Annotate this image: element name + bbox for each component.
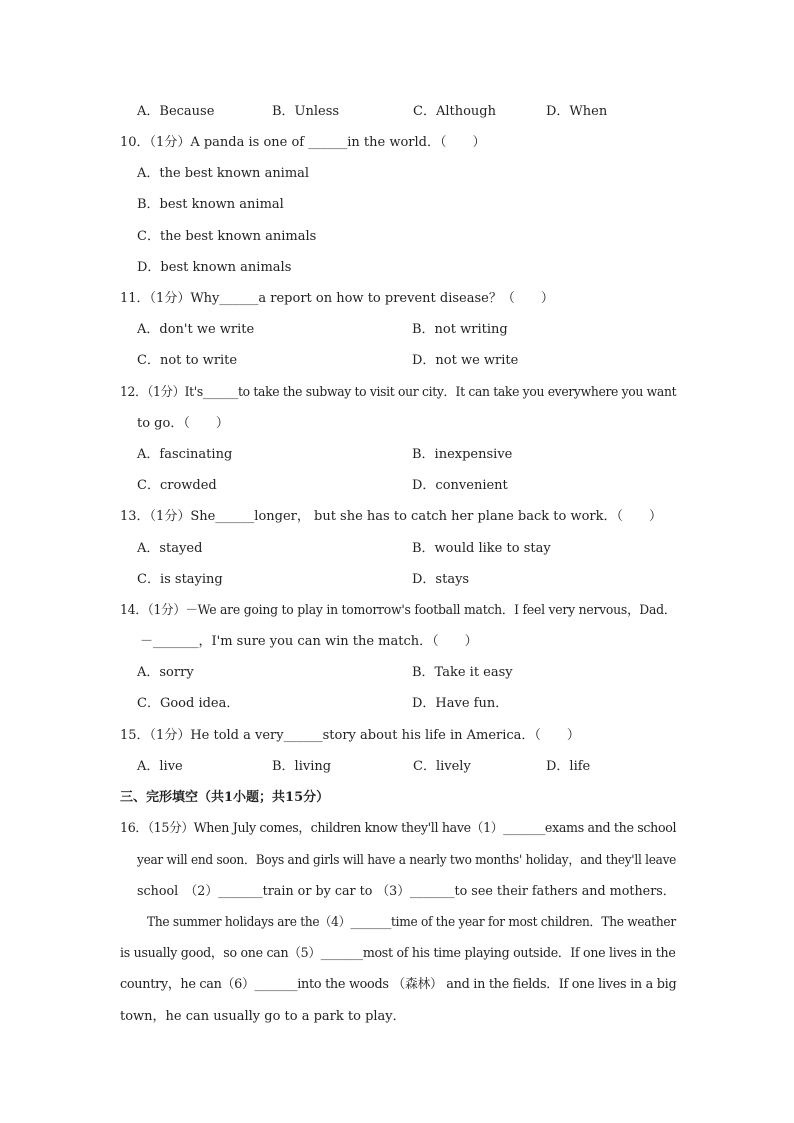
q12-option-b: B．inexpensive (412, 447, 513, 462)
q11-option-a: A．don't we write (137, 322, 255, 337)
q16-line-7: town，he can usually go to a park to play． (120, 1009, 406, 1024)
q13-option-b: B．would like to stay (412, 541, 551, 556)
q14-option-b: B．Take it easy (412, 665, 513, 680)
q10-option-a: A．the best known animal (137, 166, 310, 181)
q12-option-d: D．convenient (412, 478, 508, 493)
q10-option-b: B．best known animal (137, 197, 284, 212)
section-heading: 三、完形填空（共1小题；共15分） (120, 790, 330, 805)
q11-stem: 11．（1分）Why______a report on how to prevent disease？（ ） (120, 291, 554, 306)
q16-line-2: year will end soon．Boys and girls will have a nearly two months' holiday，and they'll leave (137, 853, 677, 868)
q14-option-c: C．Good idea． (137, 696, 240, 711)
q12-option-c: C．crowded (137, 478, 217, 493)
q15-option-c: C．lively (413, 759, 471, 774)
q13-option-a: A．stayed (137, 541, 203, 556)
q13-option-d: D．stays (412, 572, 470, 587)
q11-option-b: B．not writing (412, 322, 508, 337)
q15-option-b: B．living (272, 759, 332, 774)
q9-option-c: C．Although (413, 104, 496, 119)
q13-option-c: C．is staying (137, 572, 223, 587)
q14-stem-line2: －_______，I'm sure you can win the match．（ ） (140, 634, 478, 649)
q16-line-5: is usually good，so one can（5）_______most of his time playing outside．If one lives in the (120, 946, 676, 961)
q12-stem-line2: to go．（ ） (137, 416, 229, 431)
q15-option-d: D．life (546, 759, 591, 774)
q10-option-c: C．the best known animals (137, 229, 317, 244)
q16-line-1: 16．（15分）When July comes，children know they'll have（1）_______exams and the school (120, 821, 677, 836)
q9-option-d: D．When (546, 104, 608, 119)
q10-option-d: D．best known animals (137, 260, 292, 275)
q10-stem: 10．（1分）A panda is one of ______in the world．（ ） (120, 135, 486, 150)
q16-line-4: The summer holidays are the（4）_______time of the year for most children．The weather (147, 915, 676, 930)
q12-stem-line1: 12．（1分）It's______to take the subway to visit our city．It can take you everywhere you want (120, 385, 677, 400)
q11-option-c: C．not to write (137, 353, 238, 368)
q13-stem: 13．（1分）She______longer， but she has to catch her plane back to work．（ ） (120, 509, 663, 524)
q14-stem-line1: 14．（1分）－We are going to play in tomorrow's football match．I feel very nervous，Dad． (120, 603, 677, 618)
q15-stem: 15．（1分）He told a very______story about his life in America．（ ） (120, 728, 580, 743)
q16-line-3: school （2）_______train or by car to （3）_______to see their fathers and mothers． (137, 884, 676, 899)
q16-line-6: country，he can（6）_______into the woods （森林） and in the fields．If one lives in a big (120, 977, 677, 992)
q11-option-d: D．not we write (412, 353, 519, 368)
q15-option-a: A．live (137, 759, 183, 774)
q14-option-d: D．Have fun． (412, 696, 509, 711)
q14-option-a: A．sorry (137, 665, 194, 680)
q9-option-a: A．Because (137, 104, 215, 119)
q9-option-b: B．Unless (272, 104, 340, 119)
q12-option-a: A．fascinating (137, 447, 233, 462)
